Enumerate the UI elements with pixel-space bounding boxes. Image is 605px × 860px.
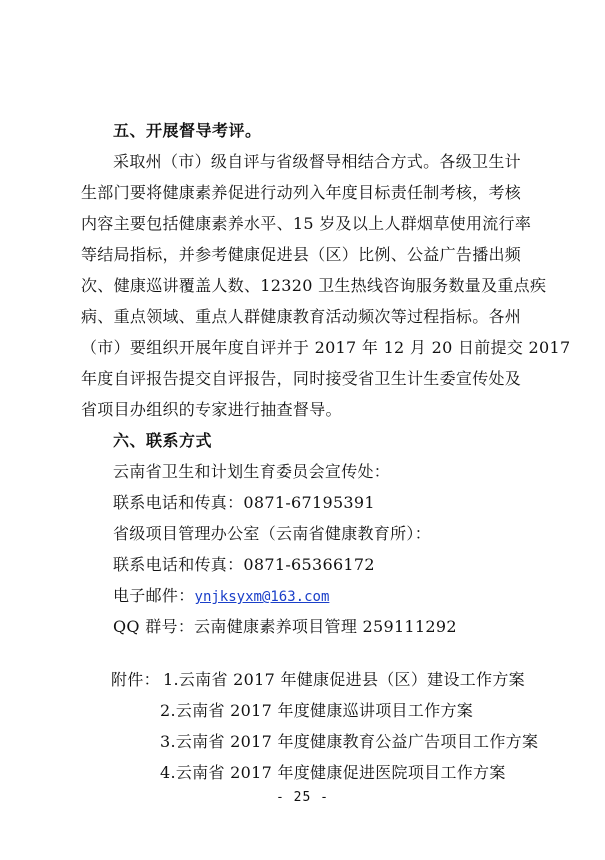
contact-email-row: [113, 586, 521, 607]
contact-qq-group: QQ 群号：云南健康素养项目管理 259111292: [113, 617, 457, 636]
attachment-item: 4.云南省 2017 年度健康促进医院项目工作方案: [160, 763, 506, 782]
paragraph-line: 年度自评报告提交自评报告，同时接受省卫生计生委宣传处及: [81, 369, 522, 388]
paragraph-line: 等结局指标，并参考健康促进县（区）比例、公益广告播出频: [81, 245, 522, 264]
paragraph-line: 病、重点领域、重点人群健康教育活动频次等过程指标。各州: [81, 307, 522, 326]
attachment-item: 2.云南省 2017 年度健康巡讲项目工作方案: [160, 701, 474, 720]
paragraph-line: （市）要组织开展年度自评并于 2017 年 12 月 20 日前提交 2017: [81, 338, 571, 357]
attachment-item: 3.云南省 2017 年度健康教育公益广告项目工作方案: [160, 732, 539, 751]
email-link[interactable]: ynjksyxm@163.com: [194, 589, 330, 605]
contact-org-project-office: 省级项目管理办公室（云南省健康教育所）：: [113, 524, 432, 543]
attachment-item: 1.云南省 2017 年健康促进县（区）建设工作方案: [163, 670, 525, 689]
paragraph-line: 次、健康巡讲覆盖人数、12320 卫生热线咨询服务数量及重点疾: [81, 276, 547, 295]
paragraph-line: 生部门要将健康素养促进行动列入年度目标责任制考核，考核: [81, 183, 522, 202]
contact-phone-1: 联系电话和传真：0871-67195391: [113, 493, 375, 512]
paragraph-line: 内容主要包括健康素养水平、15 岁及以上人群烟草使用流行率: [81, 214, 532, 233]
page-number: - 25 -: [276, 790, 329, 805]
section-heading-contact: 六、联系方式: [113, 431, 213, 450]
paragraph-line: 采取州（市）级自评与省级督导相结合方式。各级卫生计: [113, 152, 521, 171]
section-heading-supervision: 五、开展督导考评。: [113, 121, 262, 140]
contact-org-publicity: 云南省卫生和计划生育委员会宣传处：: [113, 462, 391, 481]
email-label: 电子邮件：: [113, 586, 195, 605]
paragraph-line: 省项目办组织的专家进行抽查督导。: [81, 400, 342, 419]
attachments-label: 附件：: [111, 670, 160, 689]
contact-phone-2: 联系电话和传真：0871-65366172: [113, 555, 375, 574]
